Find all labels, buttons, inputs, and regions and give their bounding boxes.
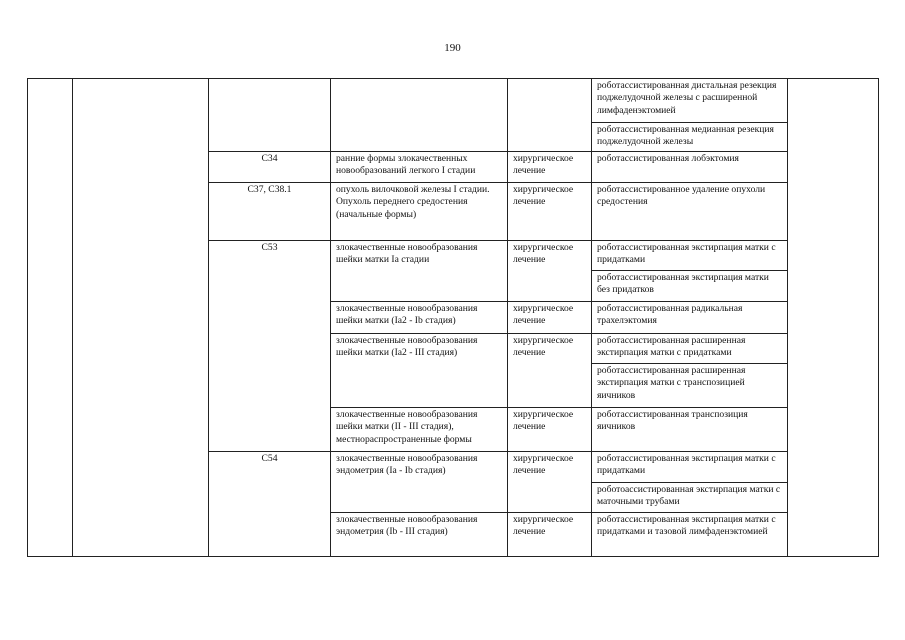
method-cell: роботассистированная радикальная трахелэктомия [592, 302, 788, 334]
treatment-cell: хирургическое лечение [508, 334, 592, 408]
method-cell: роботассистированная медианная резекция поджелудочной железы [592, 123, 788, 152]
code-cell: C54 [209, 452, 331, 557]
diagnosis-cell: злокачественные новообразования эндометрия (Ia - Ib стадия) [331, 452, 508, 513]
diagnosis-cell: ранние формы злокачественных новообразований легкого I стадии [331, 152, 508, 183]
method-cell: роботассистированная экстирпация матки с придатками [592, 452, 788, 483]
method-cell: роботассистированное удаление опухоли средостения [592, 183, 788, 241]
method-cell: роботассистированная лобэктомия [592, 152, 788, 183]
treatment-cell: хирургическое лечение [508, 513, 592, 557]
method-cell: роботассистированная экстирпация матки с придатками и тазовой лимфаденэктомией [592, 513, 788, 557]
method-cell: роботассистированная транспозиция яичников [592, 408, 788, 452]
treatment-cell: хирургическое лечение [508, 302, 592, 334]
treatment-cell: хирургическое лечение [508, 152, 592, 183]
treatment-cell: хирургическое лечение [508, 408, 592, 452]
method-cell: роботассистированная дистальная резекция поджелудочной железы с расширенной лимфаденэктомией [592, 79, 788, 123]
treatment-cell [508, 79, 592, 152]
diagnosis-cell: злокачественные новообразования шейки матки Ia стадии [331, 241, 508, 302]
treatment-cell: хирургическое лечение [508, 241, 592, 302]
treatment-cell: хирургическое лечение [508, 183, 592, 241]
diagnosis-cell: опухоль вилочковой железы I стадии. Опухоль переднего средостения (начальные формы) [331, 183, 508, 241]
blank-cell [28, 79, 73, 557]
code-cell: C53 [209, 241, 331, 452]
diagnosis-cell: злокачественные новообразования шейки матки (Ia2 - III стадия) [331, 334, 508, 408]
diagnosis-cell: злокачественные новообразования эндометрия (Ib - III стадия) [331, 513, 508, 557]
blank-cell [73, 79, 209, 557]
diagnosis-cell: злокачественные новообразования шейки матки (II - III стадия), местнораспространенные формы [331, 408, 508, 452]
method-cell: роботассистированная расширенная экстирпация матки с транспозицией яичников [592, 364, 788, 408]
treatment-table [27, 78, 879, 557]
method-cell: роботоассистированная экстирпация матки с маточными трубами [592, 483, 788, 513]
method-cell: роботассистированная экстирпация матки с придатками [592, 241, 788, 271]
code-cell [209, 79, 331, 152]
code-cell: C34 [209, 152, 331, 183]
method-cell: роботассистированная расширенная экстирпация матки с придатками [592, 334, 788, 364]
page-number: 190 [444, 42, 461, 54]
blank-cell [788, 79, 879, 557]
code-cell: C37, C38.1 [209, 183, 331, 241]
diagnosis-cell [331, 79, 508, 152]
treatment-cell: хирургическое лечение [508, 452, 592, 513]
diagnosis-cell: злокачественные новообразования шейки матки (Ia2 - Ib стадия) [331, 302, 508, 334]
method-cell: роботассистированная экстирпация матки без придатков [592, 271, 788, 302]
